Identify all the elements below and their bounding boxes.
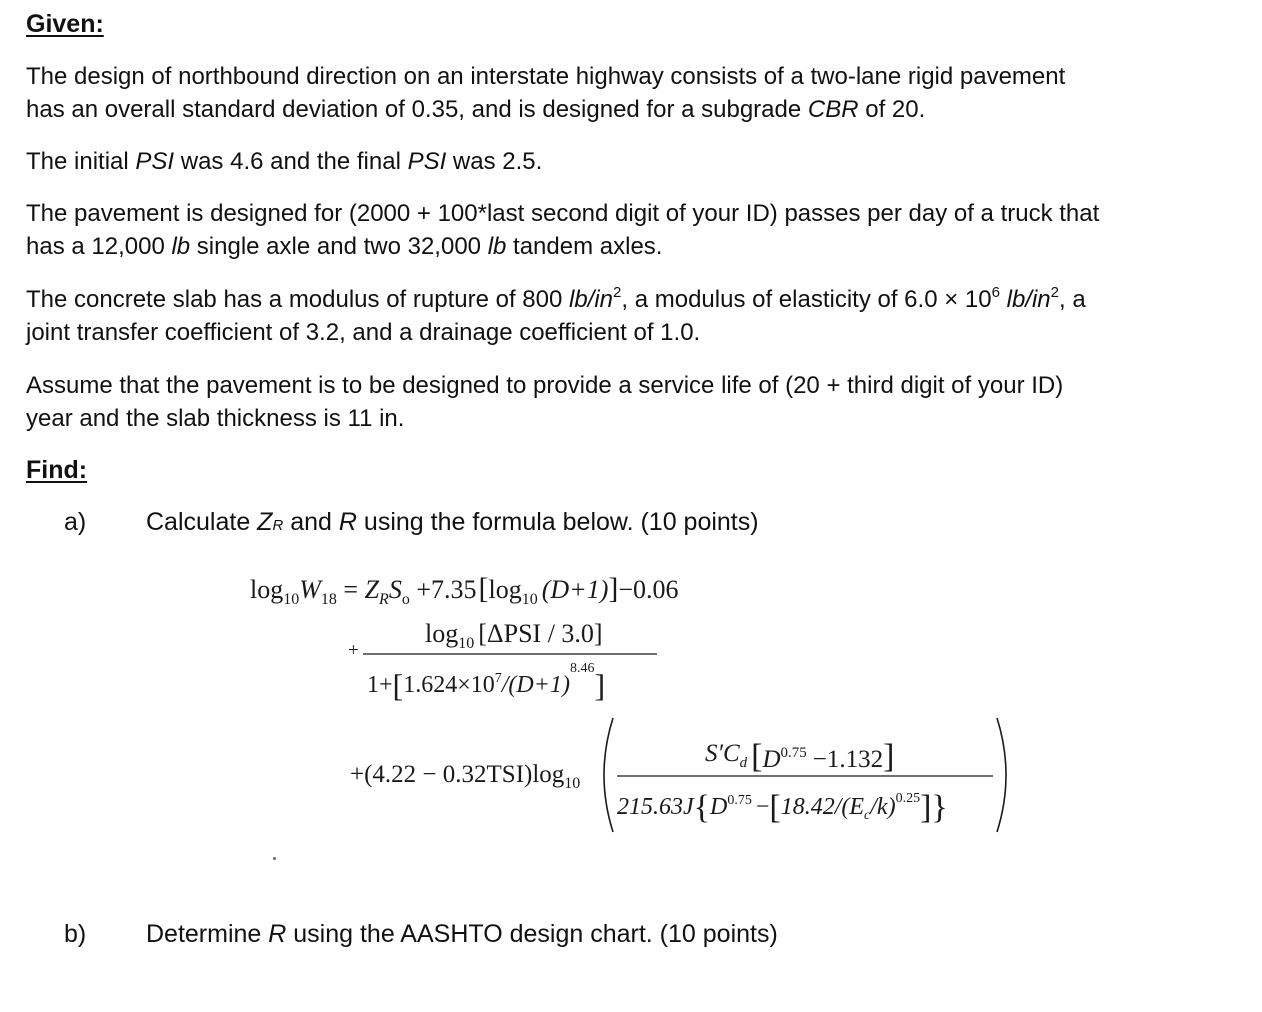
paragraph-line: The design of northbound direction on an interstate highway consists of a two-lane rigid pavement	[26, 63, 1066, 90]
item-text: Determine	[146, 920, 269, 948]
paragraph-line: year and the slab thickness is 11 in.	[26, 405, 405, 432]
paragraph-line: Assume that the pavement is to be designed to provide a service life of (20 + third digit of your ID)	[26, 372, 1064, 399]
eq-plus: +	[348, 640, 359, 661]
right-paren	[997, 718, 1006, 832]
paragraph-text: has an overall standard deviation of 0.35, and is designed for a subgrade	[26, 96, 808, 123]
item-text: and	[283, 508, 339, 536]
eq-text: $215.63J\{D^{0.75} -[18.42/(E_c/k)^{0.25}]\}$	[617, 789, 948, 826]
unit: lb/in	[1006, 286, 1051, 313]
left-paren	[604, 718, 613, 832]
lb-unit: lb	[171, 233, 191, 260]
paragraph-text: has a 12,000	[26, 233, 172, 260]
lb-unit: lb	[487, 233, 507, 260]
r-symbol: R	[268, 920, 287, 948]
item-text: Calculate	[146, 508, 258, 536]
item-b-text	[146, 920, 778, 949]
paragraph-text: , a modulus of elasticity of 6.0 × 10	[621, 286, 992, 313]
item-text: using the formula below. (10 points)	[356, 508, 759, 536]
item-a-text	[146, 508, 759, 537]
paragraph-psi	[26, 145, 1241, 178]
find-heading: Find:	[26, 456, 88, 484]
psi-term: PSI	[135, 148, 175, 175]
eq-text: $1+[1.624\times 10^7/(D+1)^{8.46}]$	[367, 661, 606, 703]
eq-text: $\log_{10}W_{18} = Z_RS_o +7.35[\log_{10}$ (D+1)]−0.06	[250, 572, 679, 608]
superscript: 2	[1050, 284, 1059, 301]
unit: lb/in	[569, 286, 614, 313]
eq-text: $S'C_d$ $[D^{0.75} -1.132]$	[705, 738, 895, 775]
item-b-label: b)	[64, 920, 87, 948]
paragraph-line: The pavement is designed for (2000 + 100*last second digit of your ID) passes per day of a truck that	[26, 200, 1100, 227]
item-text: using the AASHTO design chart. (10 points)	[286, 920, 778, 948]
paragraph-text: was 2.5.	[446, 148, 543, 175]
paragraph-line: joint transfer coefficient of 3.2, and a drainage coefficient of 1.0.	[26, 319, 701, 346]
eq-text: $+(4.22 - 0.32TSI)\log_{10}$	[350, 761, 581, 792]
superscript: 2	[613, 284, 622, 301]
stray-dot	[273, 857, 276, 860]
paragraph-text: single axle and two 32,000	[190, 233, 488, 260]
paragraph-text: The concrete slab has a modulus of rupture of 800	[26, 286, 569, 313]
eq-text: $\log_{10} [\Delta PSI / 3.0]$	[425, 619, 603, 652]
paragraph-text: was 4.6 and the final	[174, 148, 408, 175]
superscript: 6	[991, 284, 1000, 301]
paragraph-text: tandem axles.	[506, 233, 663, 260]
paragraph-text: The initial	[26, 148, 136, 175]
paragraph-text: of 20.	[858, 96, 926, 123]
item-a-label: a)	[64, 508, 87, 536]
given-heading: Given:	[26, 10, 104, 38]
paragraph-service-life	[26, 369, 1241, 435]
z-symbol: Z	[257, 508, 273, 536]
z-subscript: R	[272, 517, 284, 534]
paragraph-text: , a	[1058, 286, 1086, 313]
r-symbol: R	[338, 508, 357, 536]
paragraph-concrete	[26, 283, 1241, 349]
psi-term: PSI	[407, 148, 447, 175]
aashto-rigid-equation	[245, 560, 1015, 840]
paragraph-traffic	[26, 197, 1241, 263]
paragraph-pavement	[26, 60, 1241, 126]
cbr-term: CBR	[807, 96, 859, 123]
